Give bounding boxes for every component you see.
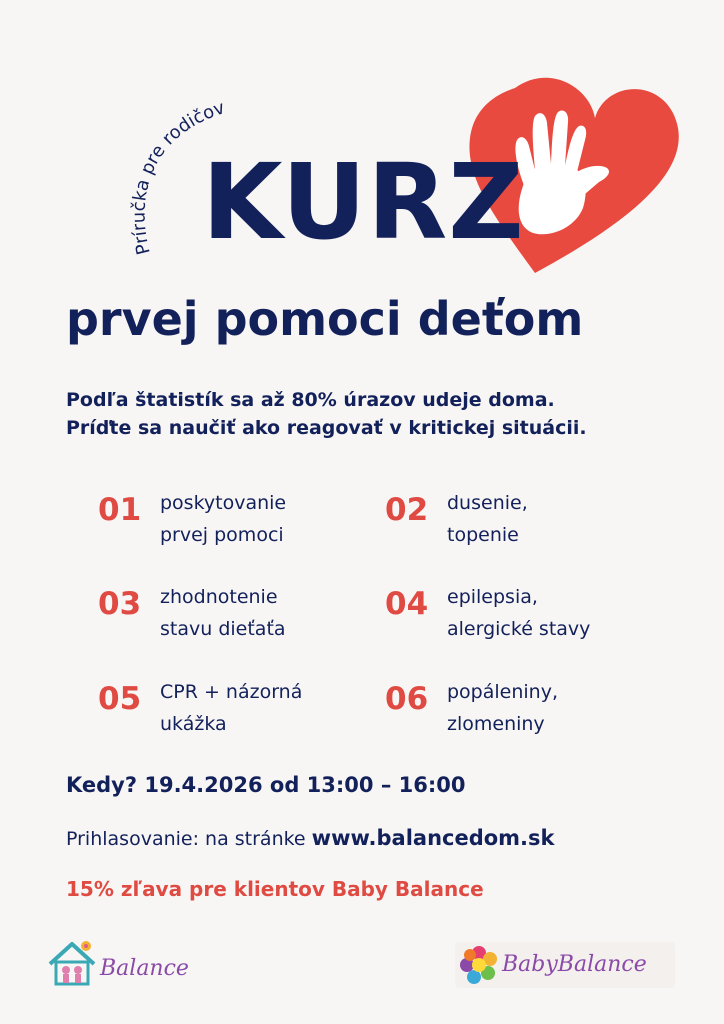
arc-text: Príručka pre rodičov [128, 97, 228, 257]
discount-note: 15% zľava pre klientov Baby Balance [66, 877, 484, 901]
balance-logo-text: Balance [100, 956, 189, 981]
intro-line-1: Podľa štatistík sa až 80% úrazov udeje doma. [66, 389, 555, 411]
baby-balance-logo-text: BabyBalance [502, 952, 647, 977]
signup-label: Prihlasovanie: na stránke [66, 828, 312, 850]
topic-number: 05 [98, 681, 142, 717]
signup-link[interactable]: www.balancedom.sk [311, 826, 555, 850]
topic-text: prvej pomoci [160, 524, 284, 546]
topic-text: topenie [447, 524, 519, 546]
topic-text: poskytovanie [160, 492, 287, 514]
topic-text: dusenie, [447, 492, 528, 514]
topic-text: zhodnotenie [160, 586, 278, 608]
topic-text: popáleniny, [447, 681, 559, 703]
topic-number: 04 [385, 586, 429, 622]
topic-text: CPR + názorná [160, 681, 303, 703]
topic-text: stavu dieťaťa [160, 618, 286, 640]
page-subtitle: prvej pomoci deťom [66, 292, 584, 346]
topic-number: 03 [98, 586, 142, 622]
topic-text: alergické stavy [447, 618, 591, 640]
signup-info [66, 826, 555, 850]
event-date: Kedy? 19.4.2026 od 13:00 – 16:00 [66, 773, 466, 797]
topic-number: 01 [98, 492, 142, 528]
page-title: KURZ [202, 141, 525, 263]
topic-text: ukážka [160, 713, 227, 735]
topic-number: 06 [385, 681, 429, 717]
topic-number: 02 [385, 492, 429, 528]
topic-text: epilepsia, [447, 586, 538, 608]
intro-line-2: Príďte sa naučiť ako reagovať v kritickej situácii. [66, 417, 587, 439]
topic-text: zlomeniny [447, 713, 545, 735]
flower-icon [459, 945, 499, 985]
